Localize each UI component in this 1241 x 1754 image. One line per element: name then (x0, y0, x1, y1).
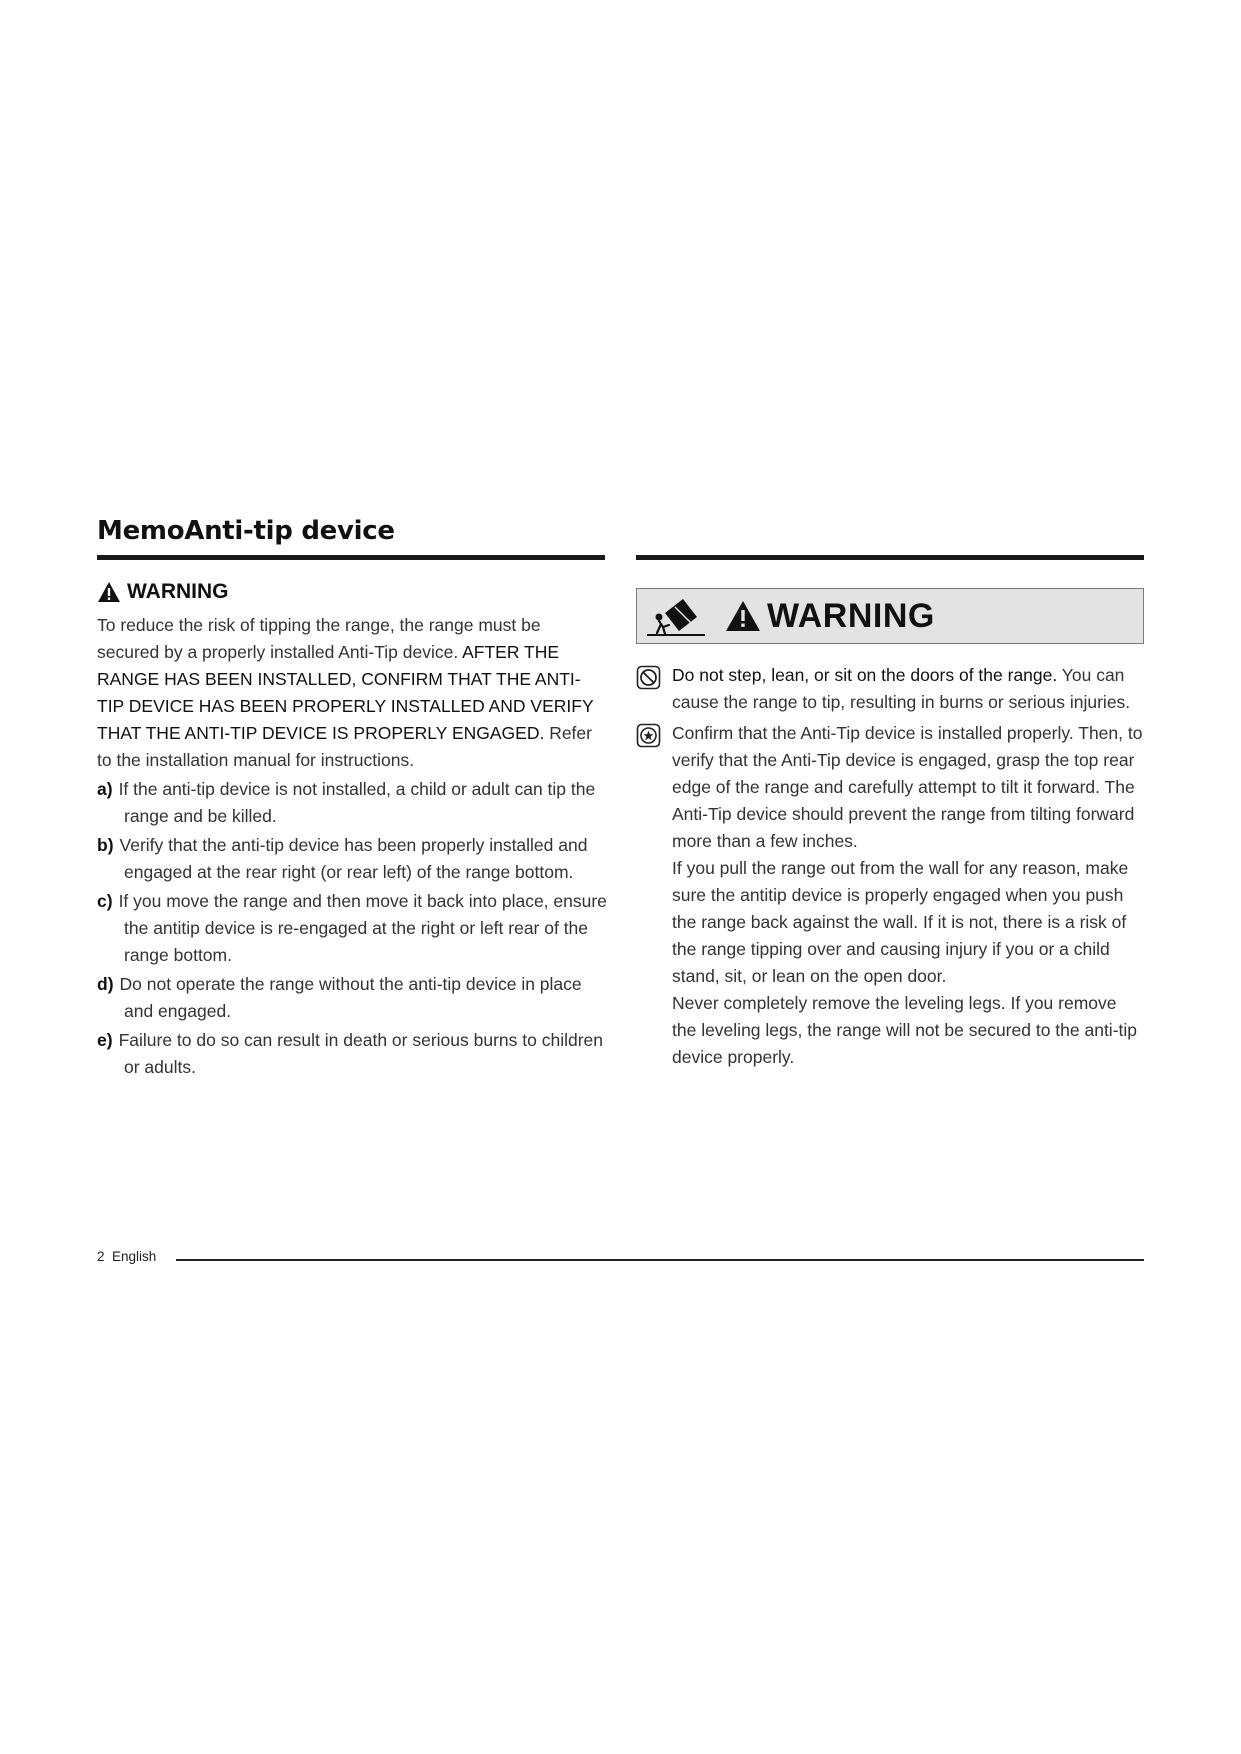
title-rule-left (97, 555, 605, 560)
list-item (97, 888, 607, 969)
item-text (672, 720, 1144, 1071)
page-number: 2 (97, 1249, 105, 1264)
warning-triangle-icon (97, 581, 121, 603)
item-label: a) (97, 779, 113, 799)
footer-rule (176, 1259, 1144, 1261)
list-item (636, 720, 1144, 1071)
warning-triangle-icon (725, 600, 761, 632)
item-text: Do not operate the range without the anti-tip device in place and engaged. (119, 974, 582, 1021)
paragraph: Confirm that the Anti-Tip device is installed properly. Then, to verify that the Anti-Tip device is engaged, grasp the top rear edge of the range and carefully attempt to tilt it forward. The Anti-Tip device should prevent the range from tilting forward more than a few inches. (672, 723, 1143, 851)
item-bold-text: Do not step, lean, or sit on the doors of the range. (672, 665, 1058, 685)
warning-label: WARNING (127, 580, 229, 603)
list-item (97, 832, 607, 886)
intro-caps-text: AFTER THE RANGE HAS BEEN INSTALLED, CONFIRM THAT THE ANTI-TIP DEVICE HAS BEEN PROPERLY INSTALLED AND VERIFY THAT THE ANTI-TIP DEVICE IS PROPERLY ENGAGED. (97, 642, 594, 743)
warning-banner-label: WARNING (767, 596, 935, 635)
item-text: Failure to do so can result in death or serious burns to children or adults. (118, 1030, 603, 1077)
list-item (97, 776, 607, 830)
page-footer (97, 1249, 156, 1264)
warning-intro (97, 612, 607, 774)
right-column (636, 588, 1144, 1071)
item-label: d) (97, 974, 114, 994)
item-plain-text: You can cause the range to tip, resulting in burns or serious injuries. (672, 665, 1131, 712)
item-label: b) (97, 835, 114, 855)
footer-language: English (112, 1249, 157, 1264)
item-label: e) (97, 1030, 113, 1050)
list-item (636, 662, 1144, 716)
list-item (97, 971, 607, 1025)
item-text: If the anti-tip device is not installed, a child or adult can tip the range and be killed. (118, 779, 596, 826)
item-text (672, 662, 1144, 716)
item-label: c) (97, 891, 113, 911)
star-icon (636, 723, 661, 748)
warning-banner (636, 588, 1144, 644)
left-column (97, 580, 607, 1081)
warning-heading (97, 580, 607, 604)
list-item (97, 1027, 607, 1081)
intro-tail-text: Refer to the installation manual for instructions. (97, 723, 592, 770)
item-text: If you move the range and then move it back into place, ensure the antitip device is re-engaged at the right or left rear of the range bottom. (118, 891, 607, 965)
range-tipping-icon (645, 593, 707, 639)
paragraph: If you pull the range out from the wall for any reason, make sure the antitip device is properly engaged when you push the range back against the wall. If it is not, there is a risk of the range tipping over and causing injury if you or a child stand, sit, or lean on the open door. (672, 858, 1129, 986)
page-title: MemoAnti-tip device (97, 516, 395, 546)
item-text: Verify that the anti-tip device has been properly installed and engaged at the rear right (or rear left) of the range bottom. (119, 835, 588, 882)
warning-list (97, 776, 607, 1081)
prohibited-icon (636, 665, 661, 690)
title-rule-right (636, 555, 1144, 560)
intro-text: To reduce the risk of tipping the range, the range must be secured by a properly installed Anti-Tip device. (97, 615, 541, 662)
paragraph: Never completely remove the leveling legs. If you remove the leveling legs, the range will not be secured to the anti-tip device properly. (672, 993, 1138, 1067)
